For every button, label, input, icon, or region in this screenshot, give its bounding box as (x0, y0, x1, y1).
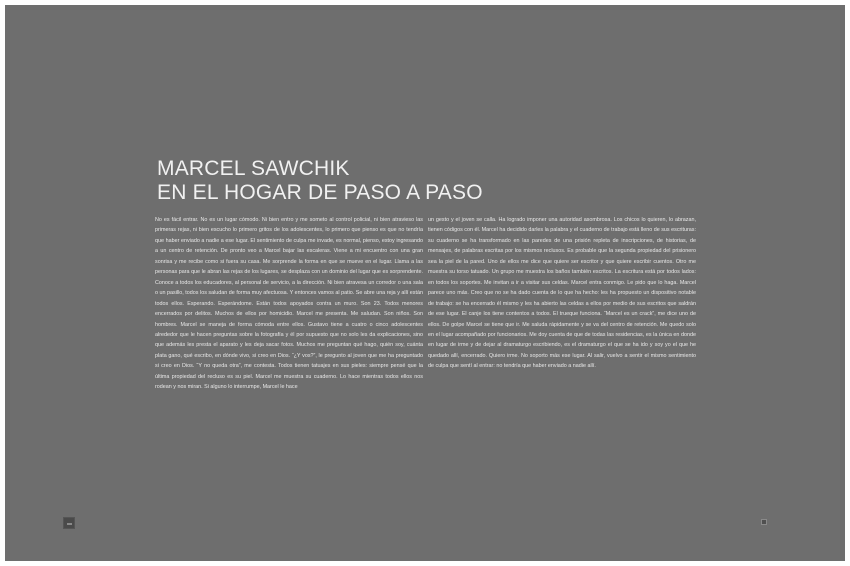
article-title (157, 157, 483, 205)
title-line-1: MARCEL SAWCHIK (157, 157, 350, 180)
footer-branding (761, 519, 767, 525)
magazine-page (5, 5, 845, 561)
body-column-right: un gesto y el joven se calla. Ha logrado imponer una autoridad asombrosa. Los chicos lo quieren, lo abrazan, tienen códigos con él. Marcel ha decidido darles la palabra y el cuaderno de trabajo está lleno de sus escrituras: su cuaderno se ha transformado en las paredes de una prisión repleta de inscripciones, de historias, de mensajes, de palabras escritas por los mismos reclusos. Es probable que la segunda propiedad del prisionero sea la piel de la pared. Uno de ellos me dice que quiere ser escritor y que quiere escribir cuentos. Otro me muestra su torso tatuado. Un grupo me muestra los baños también escritos. La escritura está por todos lados: en todos los soportes. Me invitan a ir a visitar sus celdas. Marcel entra conmigo. Le pido que lo haga. Marcel parece uno más. Creo que no se ha dado cuenta de lo que ha hecho: les ha propuesto un dispositivo notable de trabajo: se ha encerrado él mismo y les ha abierto las celdas a ellos por medio de sus escritos que saldrán de ese lugar. El canje los tiene contentos a todos. El trueque funciona. “Marcel es un crack”, me dice uno de ellos. De golpe Marcel se tiene que ir. Me saluda rápidamente y se va del centro de retención. Me quedo solo en el lugar acompañado por funcionarios. Me doy cuenta de que de todas las residencias, es la única en donde en lugar de irme y de dejar al dramaturgo escribiendo, es el dramaturgo el que se ha ido y soy yo el que he quedado allí, encerrado. Quiero irme. No soporto más ese lugar. Al salir, vuelvo a sentir el mismo sentimiento de culpa que sentí al entrar: no tendría que haber enviado a nadie allí. (428, 217, 696, 370)
brand-mark-icon (761, 519, 767, 525)
logo-square-icon (63, 517, 75, 529)
title-line-2: EN EL HOGAR DE PASO A PASO (157, 181, 483, 204)
body-column-left: No es fácil entrar. No es un lugar cómodo. Ni bien entro y me someto al control policial, ni bien atravieso las primeras rejas, ni bien escucho lo primero gritos de los adolescentes, lo primero que pienso es que no tendría que haber enviado a nadie a ese lugar. El sentimiento de culpa me invade, es normal, pienso, estoy ingresando a un centro de retención. De pronto veo a Marcel bajar las escaleras. Viene a mi encuentro con una gran sonrisa y me recibe como si fuera su casa. Me sorprende la forma en que se mueve en el lugar. Llama a las personas para que le abran las rejas de los lugares, se desplaza con un dominio del lugar que es sorprendente. Conoce a todos los educadores, al personal de servicio, a la dirección. Ni bien atravesa un corredor o una sala o un pasillo, todos los saludan de forma muy afectuosa. Y entonces vamos al patio. Se abre una reja y allí están todos ellos. Esperando. Esperándome. Están todos apoyados contra un muro. Son 23. Todos menores encerrados por delitos. Muchos de ellos por homicidio. Marcel me presenta. Me saludan. Son niños. Son hombres. Marcel se maneja de forma cómoda entre ellos. Gustavo tiene a cuatro o cinco adolescentes alrededor que le hacen preguntas sobre la fotografía y él por supuesto que no solo les da explicaciones, sino que además les presta el aparato y les deja sacar fotos. Muchos me preguntan qué hago, quién soy, cuánta plata gano, qué escribo, en dónde vivo, si creo en Dios. “¿Y vos?”, le pregunto al joven que me ha preguntado si creo en Dios. “Y no queda otra”, me contesta. Todos tienen tatuajes en sus pieles: siempre pensé que la última propiedad del recluso es su piel. Marcel me muestra su cuaderno. Lo hace mientras todos ellos nos rodean y nos miran. Si alguno lo interrumpe, Marcel le hace (155, 217, 423, 391)
